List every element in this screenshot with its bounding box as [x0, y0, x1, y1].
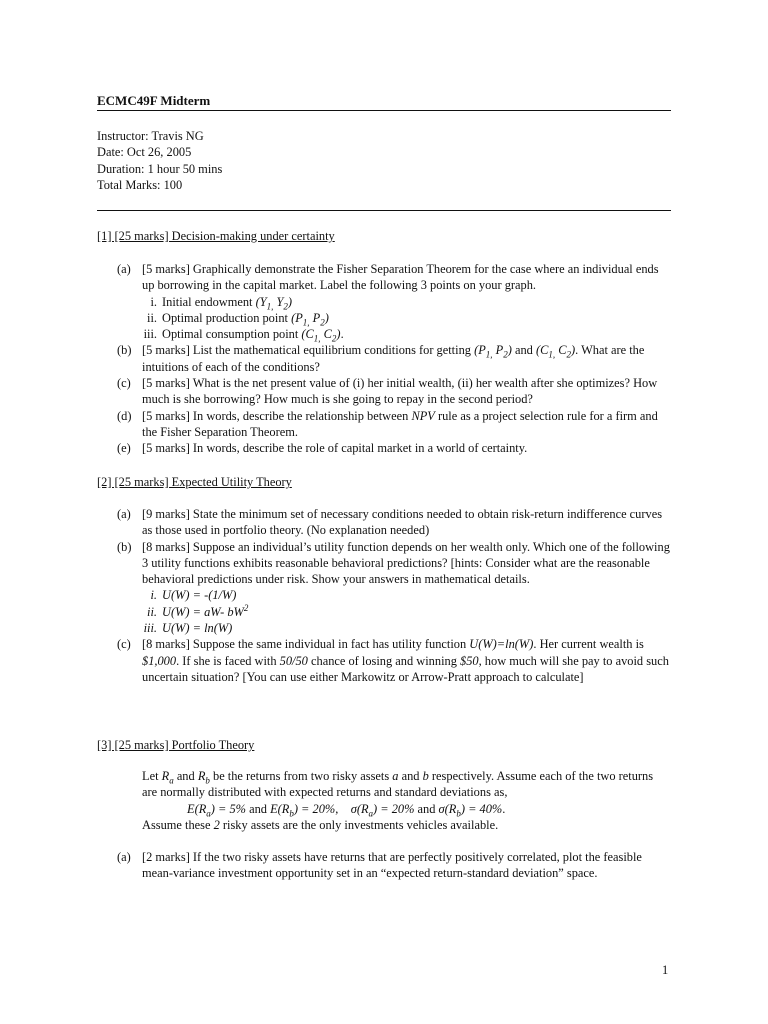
question-label: (a)	[117, 507, 131, 521]
instructor-line: Instructor: Travis NG	[97, 129, 204, 143]
point-optimal-production	[117, 310, 671, 326]
question-label: (d)	[117, 408, 132, 423]
intro-text: risky assets are the only investments vehicles available.	[222, 817, 499, 832]
point-number: iii.	[143, 327, 157, 342]
question-text: . If she is faced with	[176, 653, 277, 668]
question-text: , how much will she pay to avoid such uncertain situation? [You can use either Markowitz or Arrow-Pratt approach to calculate]	[142, 653, 669, 684]
question-label: (a)	[117, 262, 131, 276]
question-2c	[117, 636, 671, 685]
question-text: [5 marks] In words, describe the role of capital market in a world of certainty.	[142, 441, 528, 456]
question-text: [5 marks] Graphically demonstrate the Fisher Separation Theorem for the case where an individual ends up borrowing in the capital market. Label the following 3 points on your graph.	[142, 262, 659, 293]
assumption-line	[142, 817, 671, 833]
intro-text: be the returns from two risky assets	[213, 769, 390, 783]
npv-term: NPV	[411, 408, 435, 423]
meta-rule	[97, 210, 671, 211]
question-text: rule as a project selection rule for a firm and the Fisher Separation Theorem.	[142, 408, 658, 439]
utility-expression: U(W)=ln(W)	[469, 637, 534, 652]
utility-number: iii.	[143, 621, 157, 636]
point-symbols: ($P_{1,}$ $P_2$)	[291, 310, 329, 328]
point-text: Initial endowment	[162, 294, 253, 309]
question-label: (e)	[117, 441, 131, 456]
question-2b	[117, 539, 671, 588]
question-label: (b)	[117, 343, 132, 358]
section-2-questions	[117, 506, 671, 685]
utility-number: i.	[150, 588, 157, 603]
odds-value: 50/50	[279, 653, 308, 668]
question-text: . Her current wealth is	[533, 637, 644, 652]
date-line: Date: Oct 26, 2005	[97, 145, 192, 160]
intro-text: respectively. Assume each of the two returns are normally distributed with expected returns and standard deviations as,	[142, 769, 654, 800]
question-text: chance of losing and winning	[311, 653, 457, 668]
exam-meta	[97, 128, 222, 193]
point-text: Optimal production point	[162, 310, 288, 325]
question-text: [5 marks] List the mathematical equilibrium conditions for getting	[142, 343, 471, 358]
point-number: ii.	[147, 310, 157, 325]
question-text: and	[514, 343, 533, 358]
question-text: [5 marks] In words, describe the relationship between	[142, 408, 409, 423]
utility-function-3	[117, 620, 671, 636]
point-optimal-consumption: iii. Optimal consumption point ($C_{1,}$ $C_2$).	[117, 326, 671, 342]
question-2a	[117, 506, 671, 539]
question-text: . What are the intuitions of each of the conditions?	[142, 343, 645, 374]
wealth-value: $1,000	[142, 653, 177, 668]
section-3-intro: Let $R_a$ and $R_b$ be the returns from two risky assets a and b respectively. Assume each of the two returns are normally distributed with expected returns and standard deviations as, $E(R_a) = 5\%$ and $E(R_b) = 20\%$, $\sigma(R_a) = 20\%$ and $\sigma(R_b) = 40\%$. Assume these 2 risky assets are the only investments vehicles available.	[142, 768, 671, 833]
utility-function-2: ii. U(W) = aW- $bW^2$	[117, 604, 671, 620]
section-3-questions	[117, 849, 671, 882]
question-1e	[117, 440, 671, 456]
point-symbols: ($Y_{1,}$ $Y_2$)	[255, 294, 293, 312]
intro-text: Let	[142, 769, 159, 783]
section-2-heading: [2] [25 marks] Expected Utility Theory	[97, 475, 292, 489]
utility-text: U(W) = aW- bW	[162, 604, 244, 619]
utility-number: ii.	[147, 604, 157, 619]
utility-text: U(W) = -(1/W)	[162, 588, 237, 603]
section-3-heading: [3] [25 marks] Portfolio Theory	[97, 738, 255, 752]
question-text: [8 marks] Suppose the same individual in fact has utility function	[142, 637, 467, 652]
section-1-questions	[117, 261, 671, 457]
point-number: i.	[150, 294, 157, 309]
question-text: [5 marks] What is the net present value of (i) her initial wealth, (ii) her wealth after she optimizes? How much is she borrowing? How much is she going to repay in the second period?	[142, 376, 658, 407]
question-text: [2 marks] If the two risky assets have returns that are perfectly positively correlated, plot the feasible mean-variance investment opportunity set in an “expected return-standard deviation” space.	[142, 850, 642, 881]
question-1c	[117, 375, 671, 408]
utility-function-1	[117, 587, 671, 603]
question-1d	[117, 408, 671, 441]
asset-count: 2	[213, 817, 220, 832]
intro-text: Assume these	[142, 817, 211, 832]
intro-text: and	[401, 769, 420, 783]
question-text: [8 marks] Suppose an individual’s utility function depends on her wealth only. Which one of the following 3 utility functions exhibits reasonable behavioral predictions? [hints: Consider what are the reasonable behavioral predictions under risk. Show your answers in mathematical details.	[142, 539, 670, 587]
question-1a	[117, 261, 671, 294]
duration-line: Duration: 1 hour 50 mins	[97, 161, 223, 176]
exam-page	[97, 0, 671, 1024]
question-label: (c)	[117, 637, 131, 652]
title-rule	[97, 110, 671, 111]
section-1-heading: [1] [25 marks] Decision-making under certainty	[97, 229, 335, 243]
question-1b: (b) [5 marks] List the mathematical equilibrium conditions for getting ($P_{1,}$ $P_2$) and ($C_{1,}$ $C_2$). What are the intuitions of each of the conditions?	[117, 343, 645, 374]
question-label: (c)	[117, 376, 131, 391]
point-text: Optimal consumption point	[162, 327, 299, 342]
gamble-amount: $50	[460, 653, 479, 668]
question-label: (a)	[117, 850, 131, 864]
utility-text: U(W) = ln(W)	[162, 621, 233, 636]
point-symbols: ($C_{1,}$ $C_2$)	[301, 327, 341, 344]
question-3a	[117, 849, 671, 882]
total-marks-line: Total Marks: 100	[97, 177, 183, 192]
question-label: (b)	[117, 539, 132, 554]
assumption-equations: $E(R_a) = 5\%$ and $E(R_b) = 20\%$, $\sigma(R_a) = 20\%$ and $\sigma(R_b) = 40\%$.	[187, 801, 506, 819]
exam-title: ECMC49F Midterm	[97, 93, 211, 108]
point-initial-endowment	[117, 294, 671, 310]
question-text: [9 marks] State the minimum set of necessary conditions needed to obtain risk-return indifference curves as those used in portfolio theory. (No explanation needed)	[142, 507, 663, 538]
page-number: 1	[662, 963, 669, 977]
intro-text: and	[176, 769, 195, 783]
